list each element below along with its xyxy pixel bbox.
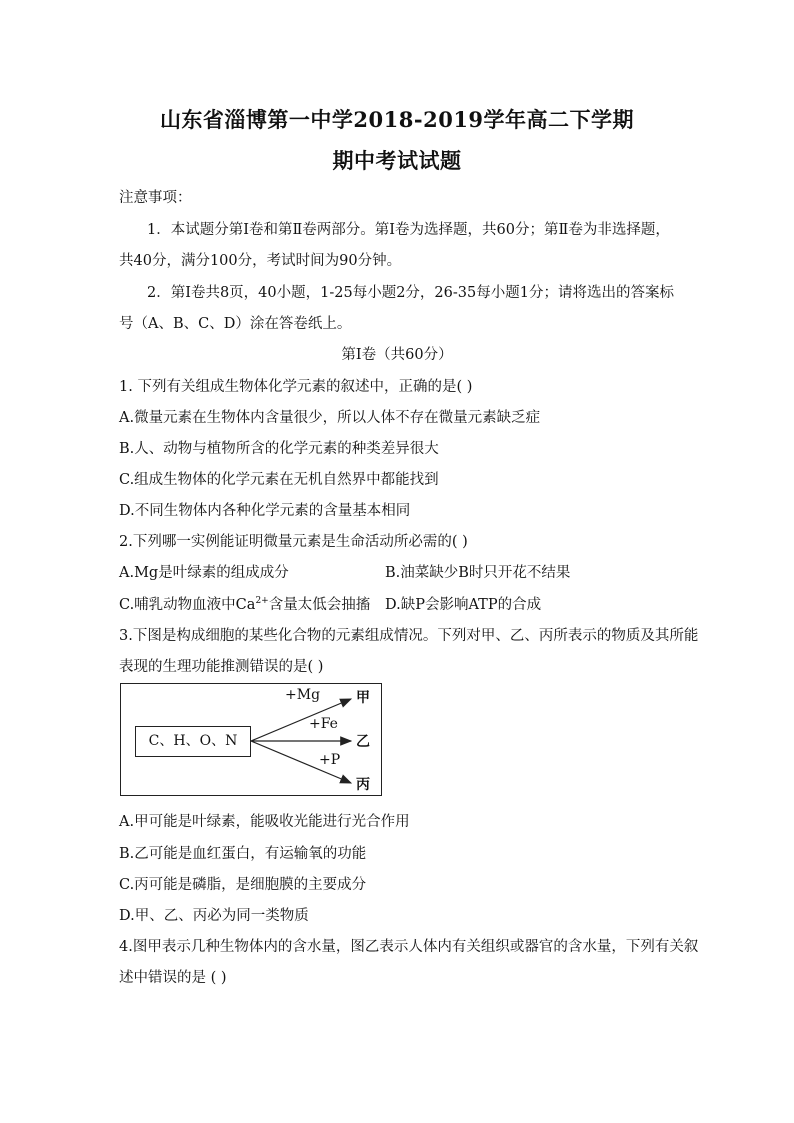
q2-option-d: D.缺P会影响ATP的合成 [385,597,542,613]
target-bing: 丙 [356,777,370,793]
q2-option-c-text: C.哺乳动物血液中Ca [119,597,256,613]
q2-option-a: A.Mg是叶绿素的组成成分 [119,565,289,581]
q3-option-b: B.乙可能是血红蛋白，有运输氧的功能 [119,846,367,862]
q4-stem-line-1: 4.图甲表示几种生物体内的含水量，图乙表示人体内有关组织或器官的含水量，下列有关叙 [119,939,699,955]
q3-option-a: A.甲可能是叶绿素，能吸收光能进行光合作用 [119,814,410,830]
element-source-box: C、H、O、N [135,726,251,757]
q1-option-b: B.人、动物与植物所含的化学元素的种类差异很大 [119,441,439,457]
exam-subtitle: 期中考试试题 [332,148,462,173]
q4-stem-line-2: 述中错误的是 ( ) [119,970,227,986]
q2-option-c-superscript: 2+ [255,596,269,607]
q1-stem: 1. 下列有关组成生物体化学元素的叙述中，正确的是( ) [119,379,473,395]
q3-option-d: D.甲、乙、丙必为同一类物质 [119,908,309,924]
q3-stem-line-2: 表现的生理功能推测错误的是( ) [119,659,324,675]
q1-option-a: A.微量元素在生物体内含量很少，所以人体不存在微量元素缺乏症 [119,410,541,426]
q3-option-c: C.丙可能是磷脂，是细胞膜的主要成分 [119,877,367,893]
arrow-label-fe: +Fe [309,716,338,732]
q3-stem-line-1: 3.下图是构成细胞的某些化合物的元素组成情况。下列对甲、乙、丙所表示的物质及其所能 [119,628,699,644]
q1-option-d: D.不同生物体内各种化学元素的含量基本相同 [119,503,411,519]
section-title: 第Ⅰ卷（共60分） [341,347,453,363]
notice-item-2-line-1: 2．第Ⅰ卷共8页，40小题，1-25每小题2分，26-35每小题1分；请将选出的答案标 [147,285,674,301]
notice-item-1-line-2: 共40分，满分100分，考试时间为90分钟。 [119,253,402,269]
element-composition-diagram [120,683,382,796]
target-jia: 甲 [356,690,370,706]
q1-option-c: C.组成生物体的化学元素在无机自然界中都能找到 [119,472,439,488]
notice-item-1-line-1: 1．本试题分第Ⅰ卷和第Ⅱ卷两部分。第Ⅰ卷为选择题，共60分；第Ⅱ卷为非选择题， [147,222,670,238]
q2-option-c [119,593,370,614]
q2-stem: 2.下列哪一实例能证明微量元素是生命活动所必需的( ) [119,534,468,550]
exam-title: 山东省淄博第一中学2018-2019学年高二下学期 [159,107,635,132]
arrow-label-mg: +Mg [285,687,321,703]
arrow-label-p: +P [319,752,341,768]
target-yi: 乙 [356,734,370,750]
q2-option-b: B.油菜缺少B时只开花不结果 [385,565,571,581]
q2-option-c-text-end: 含量太低会抽搐 [268,597,371,613]
notice-heading: 注意事项： [119,190,192,206]
notice-item-2-line-2: 号（A、B、C、D）涂在答卷纸上。 [119,316,352,332]
